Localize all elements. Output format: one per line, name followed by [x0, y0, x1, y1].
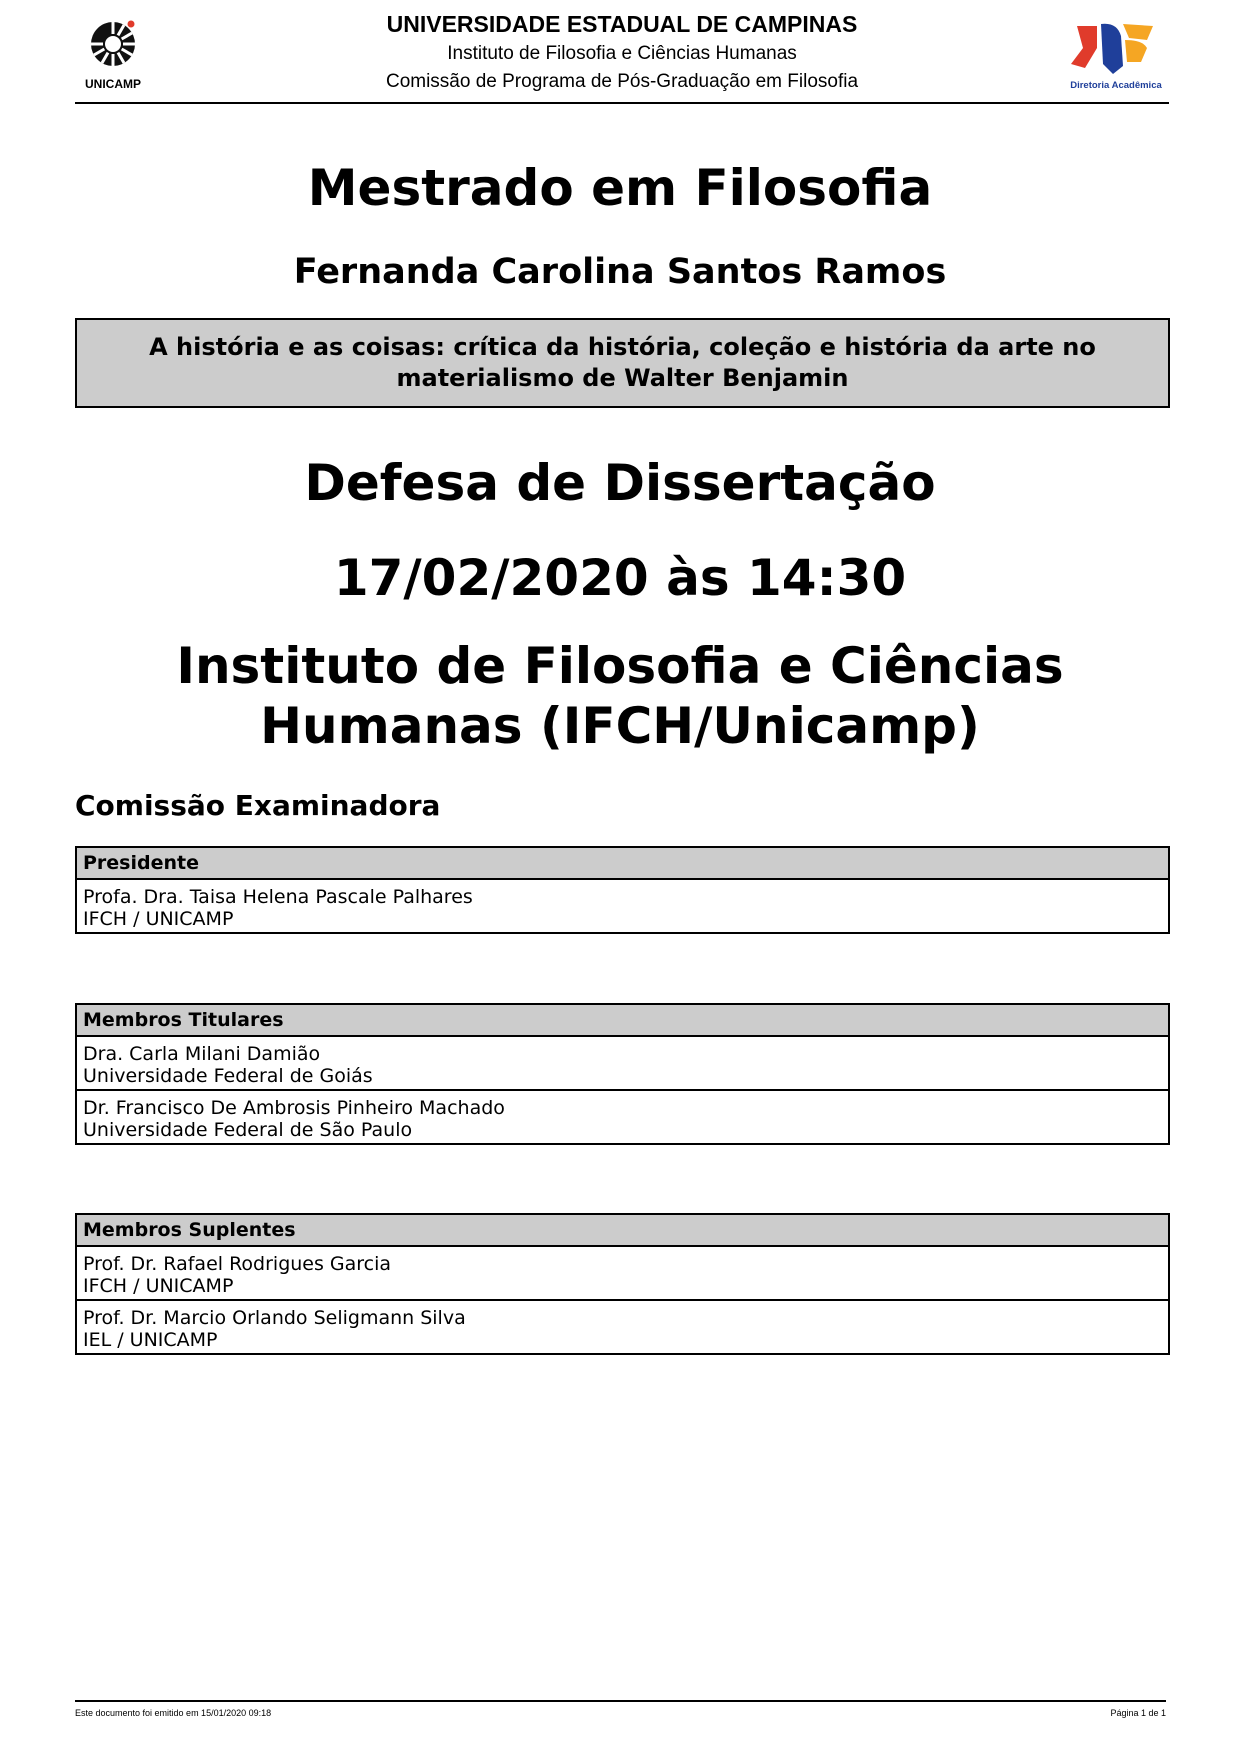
table-row — [77, 1247, 1168, 1301]
member-name: Dra. Carla Milani Damião — [83, 1043, 321, 1065]
table-row — [77, 1301, 1168, 1353]
suplentes-table — [75, 1213, 1170, 1355]
committee-heading: Comissão Examinadora — [75, 789, 441, 822]
diretoria-logo-text: Diretoria Acadêmica — [1070, 80, 1162, 91]
page-number: Página 1 de 1 — [1110, 1708, 1166, 1718]
document-header — [75, 0, 1169, 104]
unicamp-logo-text: UNICAMP — [85, 77, 141, 91]
institute-name: Instituto de Filosofia e Ciências Humanas — [447, 43, 797, 64]
suplentes-table-header: Membros Suplentes — [77, 1215, 1168, 1247]
thesis-title: A história e as coisas: crítica da história, coleção e história da arte no materialismo de Walter Benjamin — [149, 333, 1096, 392]
titulares-table-header: Membros Titulares — [77, 1005, 1168, 1037]
student-name: Fernanda Carolina Santos Ramos — [293, 252, 947, 292]
commission-name: Comissão de Programa de Pós-Graduação em Filosofia — [385, 71, 859, 92]
header-text — [195, 8, 1049, 96]
member-affiliation: IFCH / UNICAMP — [83, 1275, 234, 1297]
member-affiliation: Universidade Federal de Goiás — [83, 1065, 373, 1087]
president-table — [75, 846, 1170, 934]
titulares-table — [75, 1003, 1170, 1145]
document-footer — [75, 1700, 1166, 1718]
table-row — [77, 1037, 1168, 1091]
university-name: UNIVERSIDADE ESTADUAL DE CAMPINAS — [386, 11, 858, 37]
member-affiliation: IEL / UNICAMP — [83, 1329, 218, 1351]
thesis-title-box — [75, 318, 1170, 408]
unicamp-logo — [75, 12, 155, 94]
event-type: Defesa de Dissertação — [304, 454, 936, 512]
event-location-text: Instituto de Filosofia e Ciências Humanas (IFCH/Unicamp) — [176, 637, 1064, 755]
diretoria-academica-logo — [1063, 18, 1169, 94]
member-name: Profa. Dra. Taisa Helena Pascale Palhares — [83, 886, 473, 908]
event-datetime: 17/02/2020 às 14:30 — [333, 549, 907, 607]
president-table-header: Presidente — [77, 848, 1168, 880]
table-row — [77, 880, 1168, 932]
member-name: Prof. Dr. Rafael Rodrigues Garcia — [83, 1253, 392, 1275]
emission-timestamp: Este documento foi emitido em 15/01/2020 09:18 — [75, 1708, 272, 1718]
member-name: Dr. Francisco De Ambrosis Pinheiro Machado — [83, 1097, 505, 1119]
event-location — [0, 636, 1240, 756]
member-name: Prof. Dr. Marcio Orlando Seligmann Silva — [83, 1307, 466, 1329]
member-affiliation: IFCH / UNICAMP — [83, 908, 234, 930]
member-affiliation: Universidade Federal de São Paulo — [83, 1119, 413, 1141]
table-row — [77, 1091, 1168, 1143]
program-title: Mestrado em Filosofia — [307, 159, 933, 217]
